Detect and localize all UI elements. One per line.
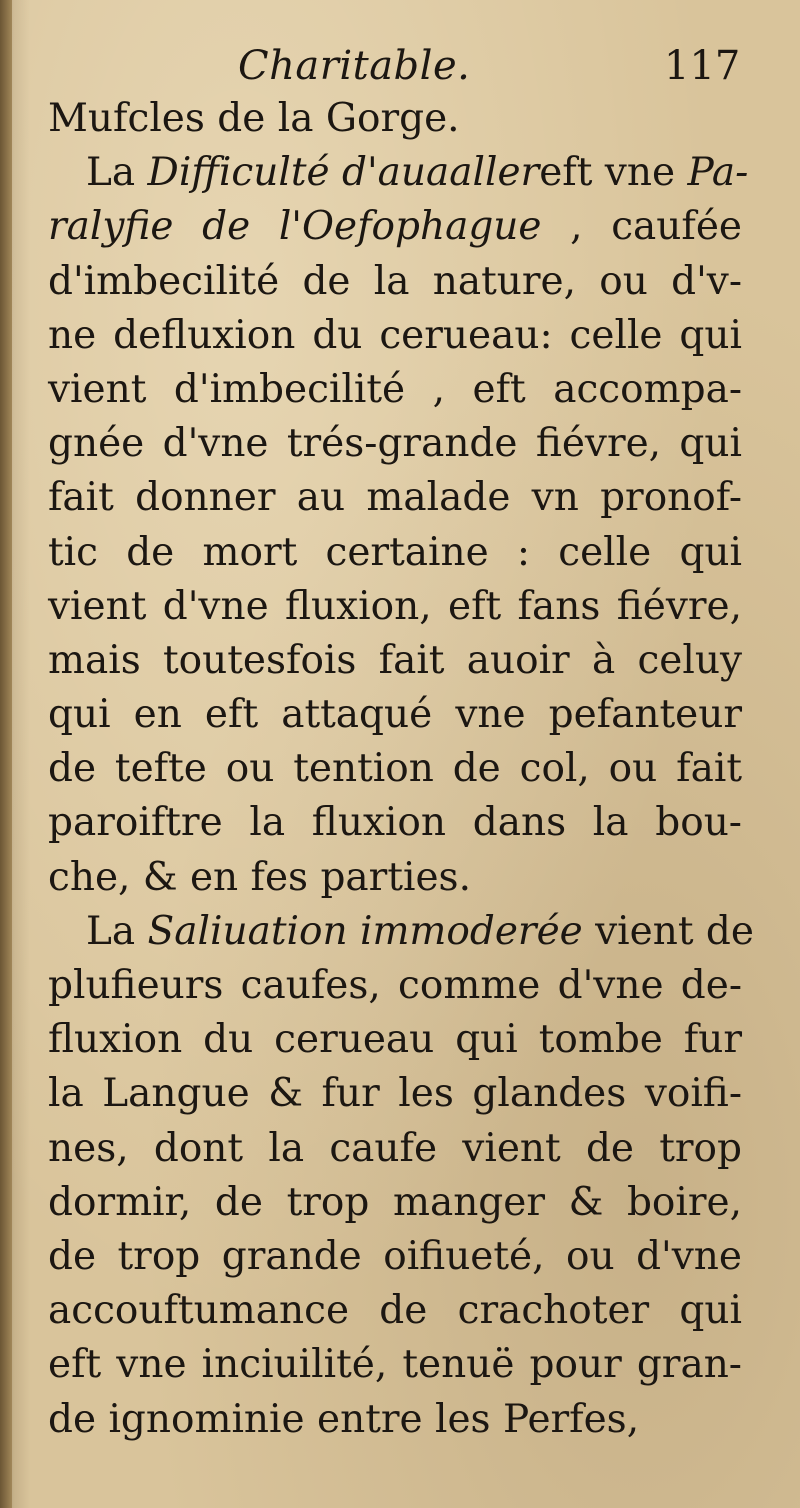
text-segment: plufieurs caufes, comme d'vne de-: [48, 963, 742, 1008]
text-line: [48, 959, 742, 1013]
text-line: [48, 1230, 742, 1284]
text-segment: mais toutesfois fait auoir à celuy: [48, 637, 742, 683]
text-line: [48, 1067, 742, 1121]
text-segment: fluxion du cerueau qui tombe fur: [48, 1017, 742, 1063]
text-line: [48, 634, 742, 688]
text-segment: accouftumance de crachoter qui: [48, 1288, 742, 1334]
text-segment: qui en eft attaqué vne pefanteur: [48, 692, 742, 738]
text-segment: de ignominie entre les Perfes,: [48, 1396, 640, 1442]
italic-term: ralyfie de l'Oefophague: [48, 204, 542, 250]
text-line: [48, 742, 742, 796]
body-text: [48, 92, 754, 1447]
text-line: [48, 200, 742, 254]
text-line: [48, 1122, 742, 1176]
text-segment: la Langue & fur les glandes voifi-: [48, 1071, 742, 1117]
text-line: [48, 255, 742, 309]
text-segment: dormir, de trop manger & boire,: [48, 1179, 742, 1225]
text-line: [48, 1338, 742, 1392]
text-line: [48, 580, 742, 634]
text-line: [48, 526, 742, 580]
text-segment: vient de: [582, 908, 754, 954]
text-segment: eft vne: [539, 150, 688, 196]
italic-term: Difficulté d'auaaller: [147, 150, 540, 196]
text-line: [48, 363, 742, 417]
text-segment: fait donner au malade vn pronof-: [48, 475, 742, 521]
text-segment: vient d'imbecilité , eft accompa-: [48, 366, 742, 412]
text-segment: d'imbecilité de la nature, ou d'v-: [48, 258, 742, 304]
text-line: [48, 688, 742, 742]
text-segment: de trop grande oifiueté, ou d'vne: [48, 1233, 742, 1279]
text-line: [48, 1284, 742, 1338]
text-line: [48, 1393, 742, 1447]
text-segment: eft vne inciuilité, tenuë pour gran-: [48, 1342, 742, 1388]
text-segment: La: [86, 150, 148, 196]
text-line: [48, 471, 742, 525]
text-segment: ne defluxion du cerueau: celle qui: [48, 312, 742, 358]
text-segment: La: [86, 908, 148, 954]
text-segment: gnée d'vne trés-grande fiévre, qui: [48, 421, 742, 467]
page-gutter: [0, 0, 12, 1508]
text-segment: tic de mort certaine : celle qui: [48, 529, 742, 575]
text-line: [48, 146, 749, 200]
page-number: 117: [664, 43, 741, 89]
page-header: [0, 38, 800, 98]
text-segment: de tefte ou tention de col, ou fait: [48, 746, 742, 792]
text-segment: vient d'vne fluxion, eft fans fiévre,: [48, 583, 742, 629]
text-line: [48, 905, 754, 959]
text-line: [48, 309, 742, 363]
text-line: [48, 851, 742, 905]
text-line: [48, 417, 742, 471]
italic-term: Saliuation immoderée: [147, 908, 583, 954]
running-head: Charitable.: [238, 43, 471, 89]
text-line: [48, 1176, 742, 1230]
text-segment: paroiftre la fluxion dans la bou-: [48, 800, 742, 846]
text-segment: nes, dont la caufe vient de trop: [48, 1125, 742, 1171]
text-segment: , caufée: [541, 204, 742, 250]
text-line: [48, 796, 742, 850]
text-segment: Mufcles de la Gorge.: [48, 96, 460, 141]
italic-term: Pa-: [687, 150, 749, 196]
text-line: [48, 1013, 742, 1067]
text-line: [48, 92, 742, 146]
text-segment: che, & en fes parties.: [48, 854, 471, 900]
